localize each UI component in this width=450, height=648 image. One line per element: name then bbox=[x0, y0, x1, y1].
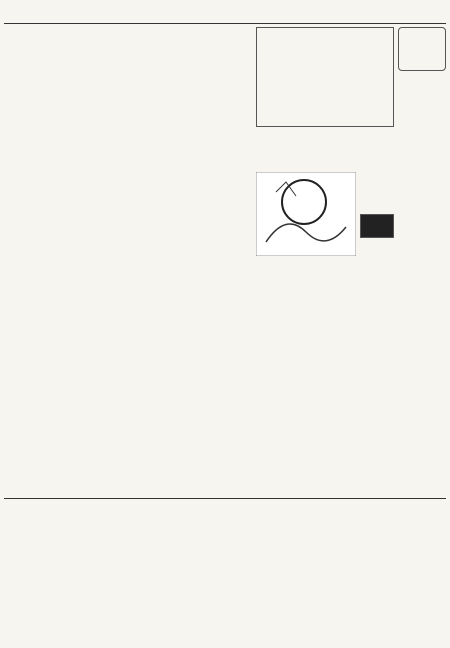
lower-right-body bbox=[354, 608, 446, 630]
xian-corner bbox=[354, 564, 446, 608]
left-feature bbox=[4, 258, 154, 498]
reader-badge-text bbox=[399, 28, 445, 30]
lower-left-body bbox=[4, 500, 114, 644]
exhibition bbox=[246, 500, 352, 644]
reader-column-body bbox=[398, 75, 424, 325]
left-feature-title bbox=[4, 264, 30, 494]
xian-corner-body bbox=[370, 564, 446, 608]
illustration bbox=[256, 172, 356, 256]
top-story-headline bbox=[4, 27, 252, 47]
middle-section bbox=[256, 130, 394, 256]
masthead bbox=[4, 4, 446, 22]
train-story-body bbox=[158, 366, 338, 492]
masthead-title bbox=[4, 4, 124, 22]
zheng-story-headline bbox=[158, 258, 398, 272]
xiguang bbox=[354, 500, 446, 562]
top-story bbox=[4, 27, 252, 253]
center-bottom-body bbox=[158, 500, 244, 644]
ink-corner bbox=[354, 630, 446, 644]
middle-badge bbox=[360, 214, 394, 238]
xian-corner-title bbox=[354, 564, 368, 608]
editorial-box bbox=[256, 27, 394, 127]
lower-section-rule bbox=[4, 498, 446, 499]
top-story-subhead bbox=[34, 49, 224, 59]
illustration-graphic bbox=[256, 172, 356, 256]
zheng-story bbox=[158, 258, 398, 338]
reader-column-title bbox=[426, 75, 444, 325]
reader-column bbox=[398, 27, 446, 327]
right-notice bbox=[342, 342, 446, 492]
middle-section-body bbox=[256, 130, 394, 170]
lower-left bbox=[4, 500, 114, 644]
reader-badge bbox=[398, 27, 446, 71]
xiguang-body bbox=[354, 500, 446, 548]
zheng-story-body bbox=[158, 274, 398, 338]
center-bottom bbox=[116, 500, 244, 644]
train-story bbox=[158, 342, 338, 492]
exhibition-body bbox=[246, 500, 352, 630]
left-feature-body bbox=[34, 267, 154, 498]
right-notice-body bbox=[342, 342, 446, 448]
editorial-box-body bbox=[260, 31, 390, 115]
train-story-headline bbox=[158, 342, 338, 356]
center-bottom-kicker bbox=[116, 500, 156, 644]
top-story-body bbox=[4, 63, 252, 253]
masthead-rule bbox=[4, 23, 446, 24]
lower-right bbox=[354, 608, 446, 644]
